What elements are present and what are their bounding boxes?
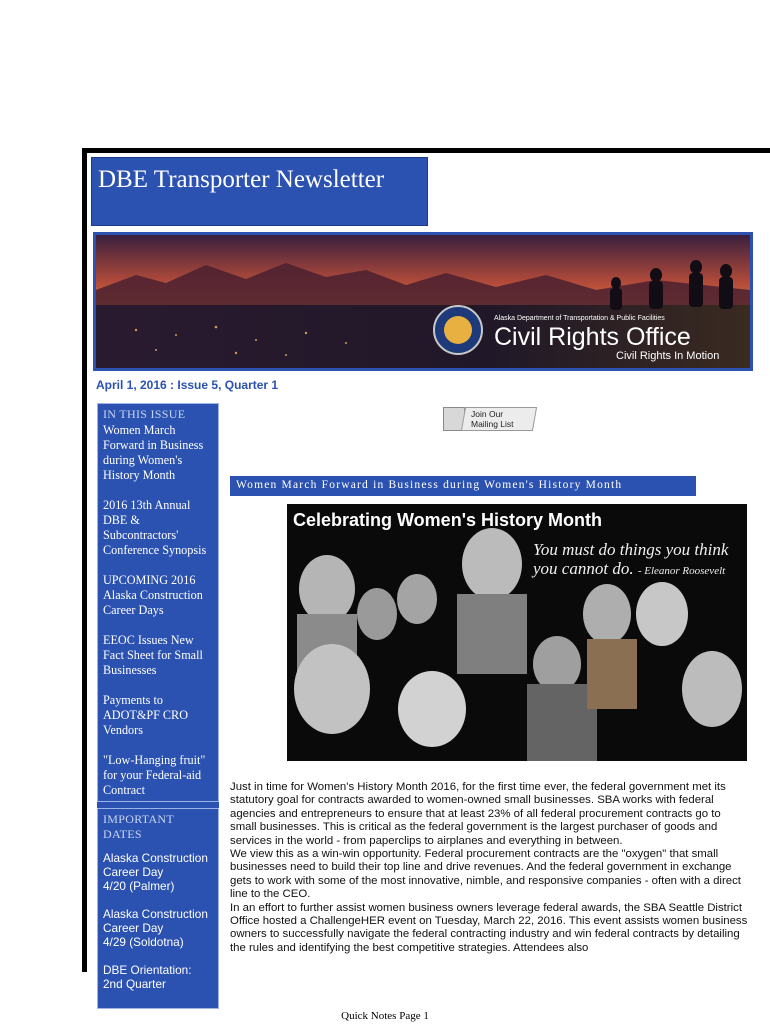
article-heading: Women March Forward in Business during Women's History Month <box>236 479 623 491</box>
issue-link-conference[interactable]: 2016 13th Annual DBE & Subcontractors' Conference Synopsis <box>103 498 207 557</box>
poster-quote <box>533 540 743 581</box>
banner-office: Civil Rights Office <box>494 323 691 351</box>
poster-quote-text: You must do things you think you cannot do. <box>533 540 729 578</box>
womens-history-poster <box>287 504 747 761</box>
in-this-issue-heading: IN THIS ISSUE <box>103 407 186 421</box>
banner-tagline: Civil Rights In Motion <box>616 350 720 362</box>
article-paragraph: We view this as a win-win opportunity. Federal procurement contracts are the "oxygen" that small businesses need to build their top line and drive revenues. And the federal government in exchange gets to work with some of the most innovative, nimble, and responsive companies - often with a direct line to the CEO. <box>230 848 741 901</box>
issue-link-low-hanging-fruit[interactable]: "Low-Hanging fruit" for your Federal-aid Contract <box>103 753 206 797</box>
civil-rights-banner <box>93 232 753 371</box>
date-item-palmer: Alaska Construction Career Day 4/20 (Palmer) <box>103 851 208 893</box>
newsletter-title-box <box>91 157 428 226</box>
join-mailing-list-label: Join Our Mailing List <box>471 409 514 429</box>
article-heading-bar <box>230 476 696 496</box>
article-paragraph: In an effort to further assist women business owners leverage federal awards, the SBA Seattle District Office hosted a ChallengeHER event on Tuesday, March 22, 2016. This event assists women business owners to successfully navigate the federal contracting industry and win federal contracts by detailing the rules and identifying the best competitive strategies. Attendees also <box>230 901 748 954</box>
important-dates-box <box>97 808 219 1009</box>
article-paragraph: Just in time for Women's History Month 2016, for the first time ever, the federal government met its statutory goal for contracts awarded to women-owned small businesses. SBA works with federal agencies and entrepreneurs to ensure that at least 23% of all federal procurement contracts go to small businesses. This is critical as the federal government is the largest purchaser of goods and services in the world - from paperclips to airplanes and everything in between. <box>230 781 726 847</box>
issue-date: April 1, 2016 : Issue 5, Quarter 1 <box>96 378 279 392</box>
poster-quote-author: - Eleanor Roosevelt <box>637 565 726 577</box>
join-mailing-list-button[interactable] <box>443 405 540 433</box>
in-this-issue-box <box>97 403 219 802</box>
banner-image <box>96 235 750 368</box>
page-footer: Quick Notes Page 1 <box>341 1010 429 1022</box>
newsletter-title: DBE Transporter Newsletter <box>98 166 385 193</box>
date-item-soldotna: Alaska Construction Career Day 4/29 (Soldotna) <box>103 907 208 949</box>
banner-agency: Alaska Department of Transportation & Public Facilities <box>494 315 665 322</box>
poster-title: Celebrating Women's History Month <box>293 510 602 530</box>
date-item-dbe-orientation: DBE Orientation: 2nd Quarter <box>103 963 192 991</box>
issue-link-payments[interactable]: Payments to ADOT&PF CRO Vendors <box>103 693 188 737</box>
article-body <box>230 781 750 955</box>
issue-link-women-march[interactable]: Women March Forward in Business during Women's History Month <box>103 423 204 482</box>
sidebar <box>97 403 219 1009</box>
issue-link-eeoc[interactable]: EEOC Issues New Fact Sheet for Small Businesses <box>103 633 203 677</box>
issue-link-career-days[interactable]: UPCOMING 2016 Alaska Construction Career Days <box>103 573 203 617</box>
important-dates-heading: IMPORTANT DATES <box>103 812 174 841</box>
